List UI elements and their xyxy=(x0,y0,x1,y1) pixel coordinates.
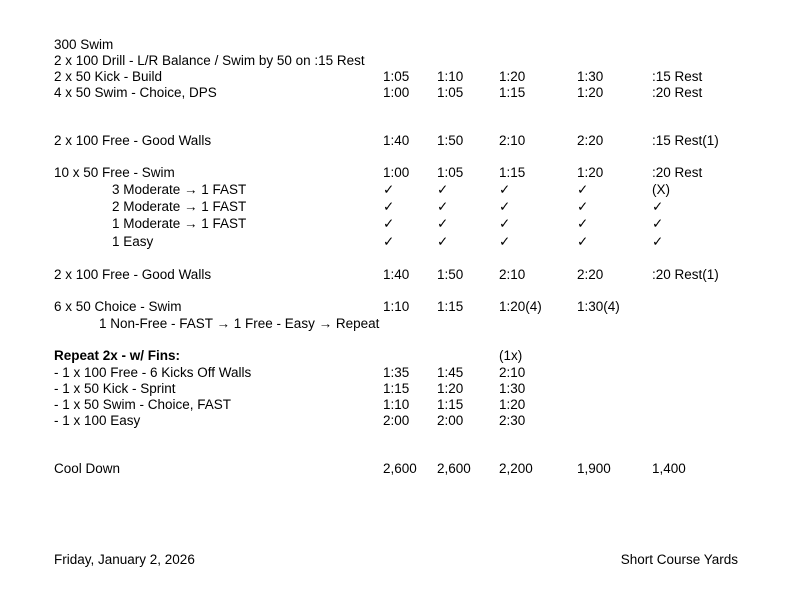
interval-group-5: :20 Rest(1) xyxy=(652,267,719,282)
interval-group-4: 1:30(4) xyxy=(577,299,620,314)
workout-row xyxy=(0,68,792,85)
workout-row xyxy=(0,364,792,381)
interval-group-3: 1:20 xyxy=(499,69,526,84)
workout-subrow xyxy=(0,315,792,332)
workout-row xyxy=(0,396,792,413)
interval-group-3: 2:10 xyxy=(499,267,526,282)
row-description: 4 x 50 Swim - Choice, DPS xyxy=(54,85,217,100)
interval-group-4: 1:30 xyxy=(577,69,604,84)
interval-group-5: :20 Rest xyxy=(652,85,703,100)
interval-group-3: 1:30 xyxy=(499,381,526,396)
check-mark-group-3: ✓ xyxy=(499,199,511,214)
footer-date: Friday, January 2, 2026 xyxy=(54,552,195,567)
interval-group-2: 2:00 xyxy=(437,413,464,428)
interval-group-1: 1:40 xyxy=(383,133,410,148)
check-mark-group-2: ✓ xyxy=(437,234,449,249)
row-description: - 1 x 100 Easy xyxy=(54,413,141,428)
check-mark-group-2: ✓ xyxy=(437,182,449,197)
footer-course-type: Short Course Yards xyxy=(620,552,738,567)
check-mark-group-5: ✓ xyxy=(652,234,664,249)
check-mark-group-4: ✓ xyxy=(577,199,589,214)
row-description: 1 Non-Free - FAST → 1 Free - Easy → Repeat xyxy=(99,316,380,331)
workout-row xyxy=(0,84,792,101)
interval-group-1: 1:15 xyxy=(383,381,410,396)
interval-group-2: 1:45 xyxy=(437,365,464,380)
interval-group-3: 1:15 xyxy=(499,85,526,100)
excluded-mark-group-5: (X) xyxy=(652,182,670,197)
workout-subrow xyxy=(0,215,792,232)
interval-group-2: 1:20 xyxy=(437,381,464,396)
row-description: 1 Easy xyxy=(112,234,154,249)
row-description: 2 x 100 Free - Good Walls xyxy=(54,133,212,148)
interval-group-3: 2:10 xyxy=(499,365,526,380)
interval-group-5: :15 Rest xyxy=(652,69,703,84)
interval-group-1: 1:10 xyxy=(383,397,410,412)
interval-group-2: 1:05 xyxy=(437,85,464,100)
check-mark-group-1: ✓ xyxy=(383,216,395,231)
row-description: Cool Down xyxy=(54,461,121,476)
workout-row xyxy=(0,380,792,397)
row-description: 6 x 50 Choice - Swim xyxy=(54,299,182,314)
row-description: 2 x 50 Kick - Build xyxy=(54,69,163,84)
row-description: 3 Moderate → 1 FAST xyxy=(112,182,247,197)
check-mark-group-4: ✓ xyxy=(577,234,589,249)
interval-group-2: 1:05 xyxy=(437,165,464,180)
row-description: - 1 x 50 Kick - Sprint xyxy=(54,381,176,396)
check-mark-group-4: ✓ xyxy=(577,182,589,197)
total-yards-group-1: 2,600 xyxy=(383,461,417,476)
interval-group-2: 1:10 xyxy=(437,69,464,84)
interval-group-3: 1:20 xyxy=(499,397,526,412)
interval-group-3: 1:15 xyxy=(499,165,526,180)
interval-group-1: 1:00 xyxy=(383,85,410,100)
interval-group-3: 2:30 xyxy=(499,413,526,428)
workout-row xyxy=(0,36,792,53)
interval-group-3: (1x) xyxy=(499,348,523,363)
interval-group-2: 1:50 xyxy=(437,133,464,148)
check-mark-group-2: ✓ xyxy=(437,216,449,231)
total-yards-group-4: 1,900 xyxy=(577,461,611,476)
row-description: 300 Swim xyxy=(54,37,114,52)
interval-group-1: 1:00 xyxy=(383,165,410,180)
workout-row xyxy=(0,298,792,315)
workout-row xyxy=(0,132,792,149)
workout-row xyxy=(0,52,792,69)
check-mark-group-5: ✓ xyxy=(652,199,664,214)
interval-group-3: 2:10 xyxy=(499,133,526,148)
check-mark-group-3: ✓ xyxy=(499,234,511,249)
check-mark-group-4: ✓ xyxy=(577,216,589,231)
interval-group-4: 2:20 xyxy=(577,133,604,148)
interval-group-2: 1:15 xyxy=(437,397,464,412)
workout-totals-row xyxy=(0,460,792,477)
interval-group-4: 2:20 xyxy=(577,267,604,282)
row-description: 2 Moderate → 1 FAST xyxy=(112,199,247,214)
total-yards-group-2: 2,600 xyxy=(437,461,471,476)
workout-row xyxy=(0,412,792,429)
total-yards-group-3: 2,200 xyxy=(499,461,533,476)
interval-group-5: :20 Rest xyxy=(652,165,703,180)
row-description: 1 Moderate → 1 FAST xyxy=(112,216,247,231)
check-mark-group-3: ✓ xyxy=(499,216,511,231)
workout-subrow xyxy=(0,198,792,215)
workout-row xyxy=(0,347,792,364)
row-description: - 1 x 100 Free - 6 Kicks Off Walls xyxy=(54,365,252,380)
interval-group-3: 1:20(4) xyxy=(499,299,542,314)
total-yards-group-5: 1,400 xyxy=(652,461,686,476)
check-mark-group-5: ✓ xyxy=(652,216,664,231)
check-mark-group-3: ✓ xyxy=(499,182,511,197)
interval-group-4: 1:20 xyxy=(577,165,604,180)
workout-subrow xyxy=(0,181,792,198)
row-description: 10 x 50 Free - Swim xyxy=(54,165,175,180)
interval-group-1: 1:35 xyxy=(383,365,410,380)
interval-group-1: 2:00 xyxy=(383,413,410,428)
interval-group-1: 1:10 xyxy=(383,299,410,314)
interval-group-1: 1:40 xyxy=(383,267,410,282)
check-mark-group-1: ✓ xyxy=(383,234,395,249)
check-mark-group-1: ✓ xyxy=(383,182,395,197)
set-heading: Repeat 2x - w/ Fins: xyxy=(54,348,181,363)
interval-group-2: 1:15 xyxy=(437,299,464,314)
interval-group-5: :15 Rest(1) xyxy=(652,133,719,148)
row-description: - 1 x 50 Swim - Choice, FAST xyxy=(54,397,232,412)
check-mark-group-1: ✓ xyxy=(383,199,395,214)
workout-row xyxy=(0,266,792,283)
workout-row xyxy=(0,164,792,181)
row-description: 2 x 100 Drill - L/R Balance / Swim by 50 on :15 Rest xyxy=(54,53,365,68)
row-description: 2 x 100 Free - Good Walls xyxy=(54,267,212,282)
interval-group-1: 1:05 xyxy=(383,69,410,84)
interval-group-2: 1:50 xyxy=(437,267,464,282)
check-mark-group-2: ✓ xyxy=(437,199,449,214)
interval-group-4: 1:20 xyxy=(577,85,604,100)
workout-subrow xyxy=(0,233,792,250)
